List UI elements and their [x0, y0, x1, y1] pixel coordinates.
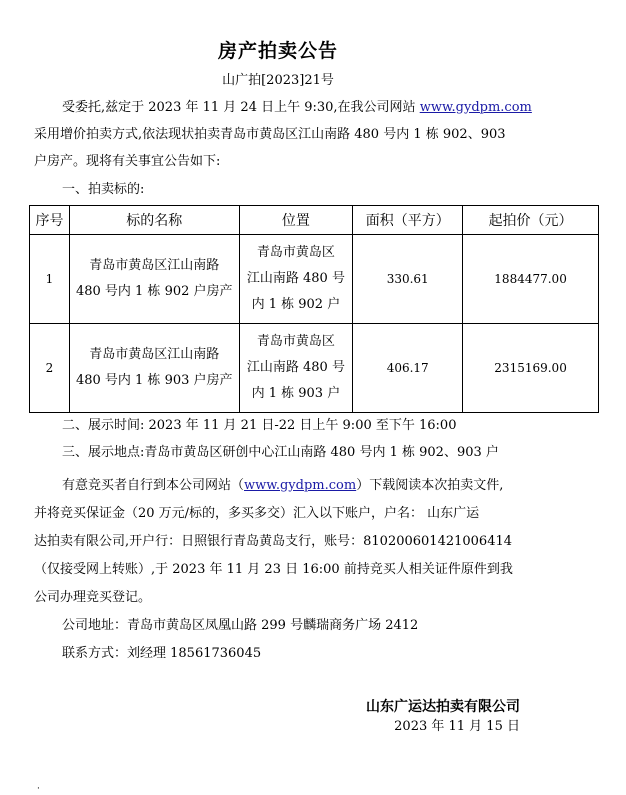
- notice-line-1: [62, 472, 602, 499]
- intro-text: 受委托,兹定于 2023 年 11 月 24 日上午 9:30,在我公司网站: [62, 100, 420, 115]
- notice-text: ）下载阅读本次拍卖文件,: [356, 478, 504, 493]
- location-line: 江山南路 480 号: [246, 271, 345, 286]
- item-name-line: 480 号内 1 栋 902 户房产: [75, 284, 233, 299]
- area-cell: 330.61: [353, 235, 463, 324]
- item-name-line: 480 号内 1 栋 903 户房产: [75, 373, 233, 388]
- page-mark: ·: [37, 784, 40, 794]
- intro-line-3: 户房产。现将有关事宜公告如下:: [34, 154, 221, 169]
- auction-items-table: [29, 205, 599, 413]
- column-header: 起拍价（元）: [463, 206, 599, 235]
- section-exhibition-place: 三、展示地点:青岛市黄岛区研创中心江山南路 480 号内 1 栋 902、903 户: [62, 445, 499, 460]
- document-number: 山广拍[2023]21号: [222, 73, 334, 88]
- contact-info: 联系方式：刘经理 18561736045: [62, 646, 262, 661]
- row-number: 1: [30, 235, 70, 324]
- location-cell: [239, 324, 353, 413]
- column-header: 面积（平方）: [353, 206, 463, 235]
- intro-line-2: 采用增价拍卖方式,依法现状拍卖青岛市黄岛区江山南路 480 号内 1 栋 902、903: [34, 127, 506, 142]
- company-name: 山东广运达拍卖有限公司: [366, 699, 520, 715]
- website-link[interactable]: www.gydpm.com: [419, 100, 532, 115]
- location-line: 内 1 栋 903 户: [251, 386, 341, 401]
- location-line: 内 1 栋 902 户: [251, 297, 341, 312]
- price-cell: 1884477.00: [463, 235, 599, 324]
- location-line: 青岛市黄岛区: [256, 245, 335, 260]
- notice-text: 有意竞买者自行到本公司网站（: [62, 478, 245, 493]
- price-cell: 2315169.00: [463, 324, 599, 413]
- notice-line-5: 公司办理竞买登记。: [34, 590, 152, 605]
- column-header: 序号: [30, 206, 70, 235]
- item-name-line: 青岛市黄岛区江山南路: [89, 258, 220, 273]
- signature-block: [366, 697, 520, 737]
- table-row: [30, 235, 599, 324]
- table-row: [30, 324, 599, 413]
- notice-line-4: （仅接受网上转账）,于 2023 年 11 月 23 日 16:00 前持竞买人相关证件原件到我: [34, 562, 513, 577]
- table-header-row: [30, 206, 599, 235]
- section-heading-items: 一、拍卖标的:: [62, 182, 145, 197]
- item-name-cell: [69, 235, 239, 324]
- section-exhibition-time: 二、展示时间: 2023 年 11 月 21 日-22 日上午 9:00 至下午 16:00: [62, 418, 457, 433]
- row-number: 2: [30, 324, 70, 413]
- area-cell: 406.17: [353, 324, 463, 413]
- location-line: 青岛市黄岛区: [256, 334, 335, 349]
- notice-line-2: 并将竞买保证金（20 万元/标的，多买多交）汇入以下账户，户名： 山东广运: [34, 506, 480, 521]
- page-title: 房产拍卖公告: [217, 40, 338, 62]
- notice-line-3: 达拍卖有限公司,开户行：日照银行青岛黄岛支行，账号：810200601421006414: [34, 534, 513, 549]
- company-address: 公司地址：青岛市黄岛区凤凰山路 299 号麟瑞商务广场 2412: [62, 618, 419, 633]
- website-link[interactable]: www.gydpm.com: [244, 478, 357, 493]
- issue-date: 2023 年 11 月 15 日: [394, 719, 520, 734]
- column-header: 位置: [239, 206, 353, 235]
- item-name-line: 青岛市黄岛区江山南路: [89, 347, 220, 362]
- item-name-cell: [69, 324, 239, 413]
- intro-line-1: [62, 94, 562, 121]
- location-line: 江山南路 480 号: [246, 360, 345, 375]
- location-cell: [239, 235, 353, 324]
- column-header: 标的名称: [69, 206, 239, 235]
